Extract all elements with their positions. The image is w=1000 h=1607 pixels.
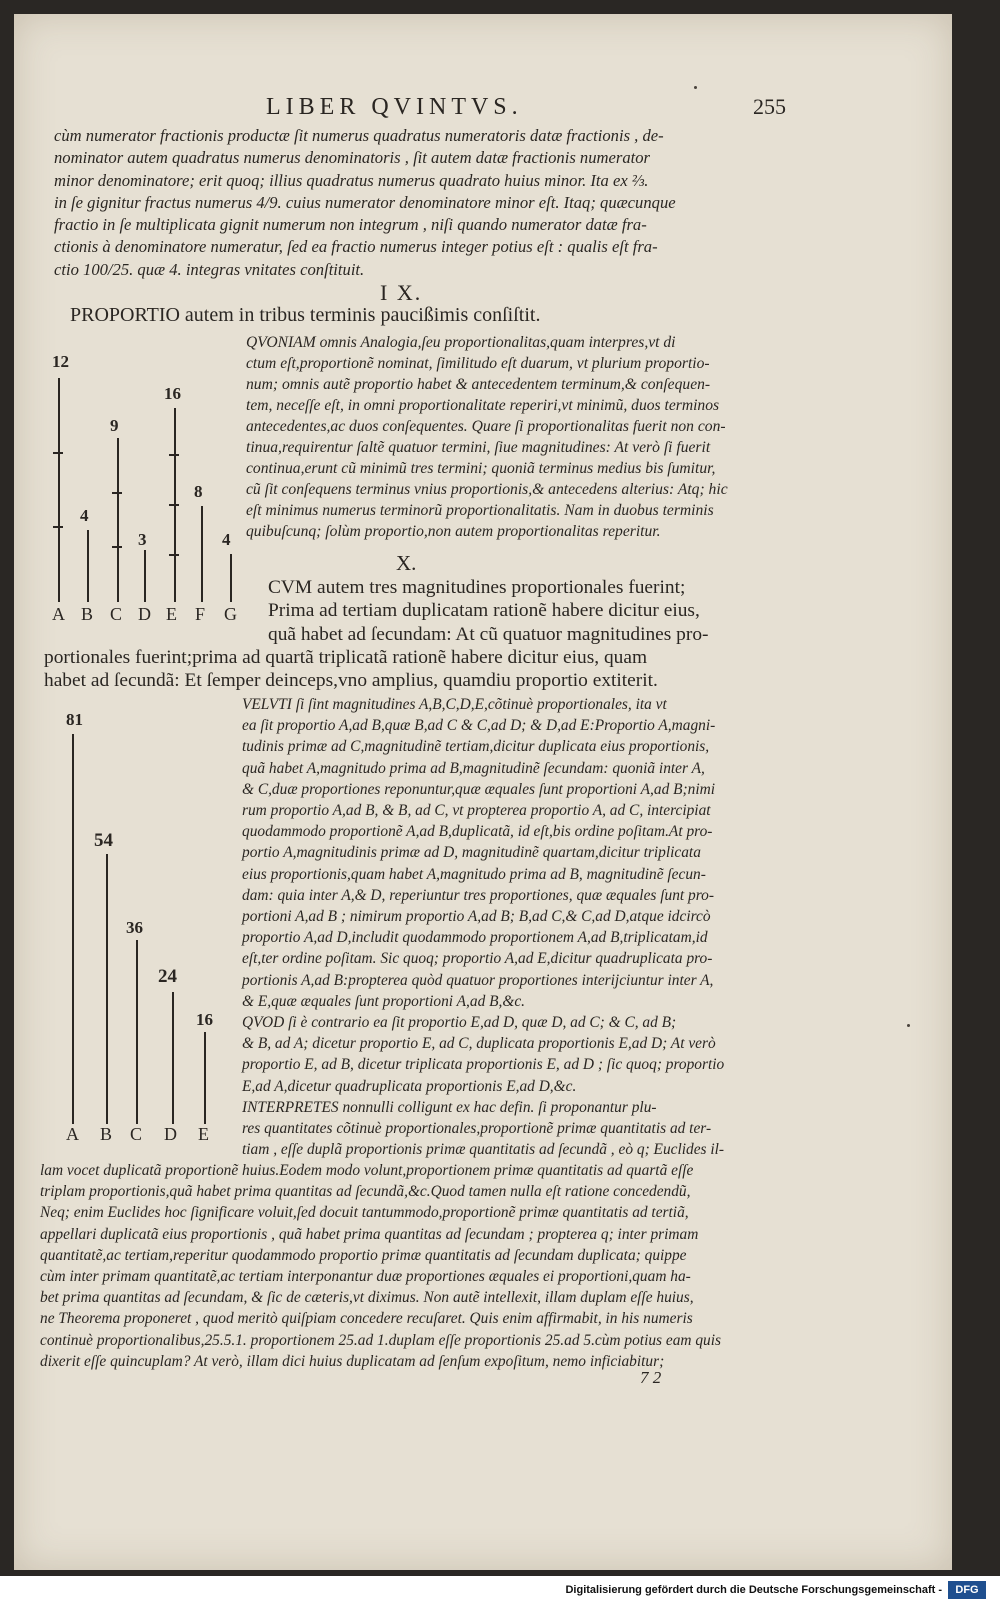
text-line: portio A,magnitudinis primæ ad D, magnitudinẽ quartam,dicitur triplicata [242,844,701,862]
text-line: QVOD ſi è contrario ea ſit proportio E,ad D, quæ D, ad C; & C, ad B; [242,1014,677,1032]
text-line: continua,erunt cũ minimũ tres termini; quoniã terminus medius bis ſumitur, [246,460,716,477]
text-line: antecedentes,ac duos conſequentes. Quare ſi proportionalitas fuerit non con- [246,418,726,435]
text-line: portioni A,ad B ; nimirum proportio A,ad B; B,ad C,& C,ad D,atque idcircò [242,908,711,926]
text-line: VELVTI ſi ſint magnitudines A,B,C,D,E,cõtinuè proportionales, ita vt [242,696,667,713]
magnitude-label: 12 [52,352,69,371]
diagram-line-magnitudes-2 [14,704,244,1144]
magnitude-label: 36 [126,918,143,937]
definition-commentary [246,332,728,542]
magnitude-letter: B [100,1124,113,1144]
text-line: minor denominatore; erit quoq; illius quadratus numerus quadrato huius minor. Ita ex ⅔. [54,170,649,190]
definition-statement [268,576,708,646]
text-line: tem, neceſſe eſt, in omni proportionalitate reperiri,vt minimũ, duos terminos [246,397,720,414]
magnitude-label: 4 [80,506,89,525]
magnitude-line-f [201,506,203,602]
magnitude-letter: C [130,1124,143,1144]
top-paragraph [54,125,676,281]
definition-statement: PROPORTIO autem in tribus terminis paucißimis conſiſtit. [70,304,541,326]
text-line: CVM autem tres magnitudines proportionales fuerint; [268,577,686,598]
text-line: proportio A,ad D,includit quodammodo proportionem A,ad B,triplicatam,id [242,929,708,947]
magnitude-letter: D [164,1124,177,1144]
text-line: quantitatẽ,ac tertiam,reperitur quodammodo proportio primæ quantitatis ad ſecundam duplicata; quippe [40,1246,687,1264]
book-page [14,14,952,1570]
magnitude-label: 16 [196,1010,213,1029]
text-line: ne Theorema proponeret , quod meritò quiſpiam concedere recuſaret. Quis enim affirmabit, in his numeris [40,1310,693,1328]
text-line: habet ad ſecundã: Et ſemper deinceps,vno amplius, quamdiu proportio extiterit. [44,670,658,692]
text-line: bet prima quantitas ad ſecundam, & ſic de cæteris,vt diximus. Non autẽ intellexit, illam duplam eſſe huius, [40,1289,694,1307]
ink-spot [694,86,697,89]
text-line: triplam proportionis,quã habet prima quantitas ad ſecundã,&c.Quod tamen nulla eſt ratione concedendũ, [40,1183,691,1201]
magnitude-line-c [117,438,119,602]
magnitude-line-b [87,530,89,602]
text-line: Prima ad tertiam duplicatam rationẽ habere dicitur eius, [268,600,700,622]
text-line: & B, ad A; dicetur proportio E, ad C, duplicata proportionis E,ad D; At verò [242,1035,716,1053]
text-line: tinua,requirentur ſaltẽ quatuor termini, ſiue magnitudines: At verò ſi fuerit [246,439,711,456]
magnitude-line-d [144,550,146,602]
magnitude-line-d [172,992,174,1124]
text-line: dixerit eſſe quincuplam? At verò, illam dici huius duplicatam ad ſenſum expoſitum, nemo inficiabitur; [40,1352,665,1370]
definition-statement-continued [44,646,658,693]
text-line: num; omnis autẽ proportio habet & antecedentem terminum,& conſequen- [246,376,711,393]
magnitude-letter: F [195,604,206,624]
text-line: eius proportionis,quam habet A,magnitudo prima ad B, magnitudinẽ ſecun- [242,865,706,883]
definition-number: I X. [380,280,423,305]
magnitude-label: 8 [194,482,203,501]
magnitude-line-b [106,854,108,1124]
text-line: eſt,ter ordine poſitam. Sic quoq; proportio A,ad E,dicitur quadruplicata pro- [242,950,713,968]
text-line: cũ ſit conſequens terminus vnius proportionis,& antecedens alterius: Atq; hic [246,481,728,498]
text-line: quã habet ad ſecundam: At cũ quatuor magnitudines pro- [268,623,709,645]
page-number: 255 [753,94,786,119]
magnitude-tick [53,452,63,454]
text-line: QVONIAM omnis Analogia,ſeu proportionalitas,quam interpres,vt di [246,334,676,351]
magnitude-line-g [230,554,232,602]
magnitude-letter: B [81,604,94,624]
magnitude-tick [112,492,122,494]
text-line: quodammodo proportionẽ A,ad B,duplicatã, id eſt,bis ordine poſitam.At pro- [242,823,713,841]
magnitude-tick [169,454,179,456]
magnitude-letter: A [52,604,65,624]
diagram-line-magnitudes-1 [14,344,254,634]
text-line: appellari duplicatã eius proportionis , quã habet prima quantitas ad ſecundam ; propterea q; inter primam [40,1225,699,1243]
magnitude-letter: E [166,604,177,624]
text-line: fractio in ſe multiplicata gignit numerum non integrum , niſi quando numerator datæ fra- [54,215,647,235]
magnitude-label: 81 [66,710,83,729]
text-line: res quantitates cõtinuè proportionales,proportionẽ primæ quantitatis ad ter- [242,1120,712,1138]
text-line: lam vocet duplicatã proportionẽ huius.Eodem modo volunt,proportionem primæ quantitatis ad quartã eſſe [40,1162,694,1179]
digitization-credit: Digitalisierung gefördert durch die Deutsche Forschungsgemeinschaft - [565,1584,942,1596]
text-line: cùm numerator fractionis productæ ſit numerus quadratus numeratoris datæ fractionis , de- [54,126,664,145]
text-line: & C,duæ proportiones reponuntur,quæ æquales ſunt proportioni A,ad B;nimi [242,780,716,798]
running-header [266,94,786,121]
text-line: dam: quia inter A,& D, reperiuntur tres proportiones, quæ æquales ſunt pro- [242,886,714,904]
definition-number: X. [396,551,417,575]
text-line: eſt minimus numerus terminorũ proportionalitatis. Nam in duobus terminis [246,502,714,519]
magnitude-letter: G [224,604,237,624]
text-line: rum proportio A,ad B, & B, ad C, vt propterea proportio A, ad C, intercipiat [242,802,711,820]
text-line: nominator autem quadratus numerus denominatoris , ſit autem datæ fractionis numerator [54,148,650,168]
magnitude-label: 16 [164,384,181,403]
definition-commentary-full-width [40,1160,721,1372]
magnitude-letter: A [66,1124,79,1144]
dfg-logo: DFG [948,1581,986,1599]
magnitude-line-c [136,940,138,1124]
magnitude-label: 54 [94,830,113,851]
magnitude-letter: D [138,604,151,624]
definition-commentary [242,694,724,1160]
magnitude-tick [112,546,122,548]
running-title: LIBER QVINTVS. [266,94,523,120]
magnitude-label: 24 [158,966,177,987]
magnitude-line-e [204,1032,206,1124]
magnitude-label: 4 [222,530,231,549]
text-line: quã habet A,magnitudo prima ad B,magnitudinẽ ſecundam: quoniã inter A, [242,759,705,777]
magnitude-letter: C [110,604,123,624]
signature-mark: 7 2 [640,1368,662,1387]
text-line: continuè proportionalibus,25.5.1. proportionem 25.ad 1.duplam eſſe proportionis 25.ad 5.cùm potius eam quis [40,1331,722,1349]
magnitude-tick [169,504,179,506]
text-line: E,ad A,dicetur quadruplicata proportionis E,ad D,&c. [242,1077,577,1095]
magnitude-tick [169,554,179,556]
text-line: ctionis à denominatore numeratur, ſed ea fractio numerus integer potius eſt : qualis eſt fra- [54,237,658,257]
text-line: ctum eſt,proportionẽ nominat, ſimilitudo eſt duarum, vt plurium proportio- [246,355,710,372]
digitization-footer [0,1576,1000,1607]
text-line: ea ſit proportio A,ad B,quæ B,ad C & C,ad D; & D,ad E:Proportio A,magni- [242,717,716,735]
text-line: tudinis primæ ad C,magnitudinẽ tertiam,dicitur duplicata eius proportionis, [242,738,710,756]
text-line: portionis A,ad B:propterea quòd quatuor proportiones interijciuntur inter A, [242,971,714,989]
text-line: tiam , eſſe duplã proportionis primæ quantitatis ad ſecundã , eò q; Euclides il- [242,1141,725,1159]
text-line: in ſe gignitur fractus numerus 4/9. cuius numerator denominatore minor eſt. Itaq; quæcunque [54,192,676,212]
magnitude-line-a [72,734,74,1124]
magnitude-label: 3 [138,530,147,549]
text-line: ctio 100/25. quæ 4. integras vnitates conſtituit. [54,259,365,279]
text-line: portionales fuerint;prima ad quartã triplicatã rationẽ habere dicitur eius, quam [44,647,648,668]
text-line: & E,quæ æquales ſunt proportioni A,ad B,&c. [242,992,526,1010]
ink-spot [907,1024,910,1027]
text-line: INTERPRETES nonnulli colligunt ex hac defin. ſi proponantur plu- [242,1098,657,1116]
magnitude-letter: E [198,1124,209,1144]
magnitude-line-a [58,378,60,602]
text-line: quibuſcunq; ſolùm proportio,non autem proportionalitas reperitur. [246,523,661,540]
magnitude-label: 9 [110,416,119,435]
text-line: proportio E, ad B, dicetur triplicata proportionis E, ad D ; ſic quoq; proportio [242,1056,725,1074]
magnitude-tick [53,526,63,528]
text-line: Neq; enim Euclides hoc ſignificare voluit,ſed docuit tantummodo,proportionẽ primæ quantitatis ad tertiã, [40,1204,689,1222]
text-line: cùm inter primam quantitatẽ,ac tertiam interponantur duæ proportiones æquales ei proportioni,quam ha- [40,1268,691,1286]
